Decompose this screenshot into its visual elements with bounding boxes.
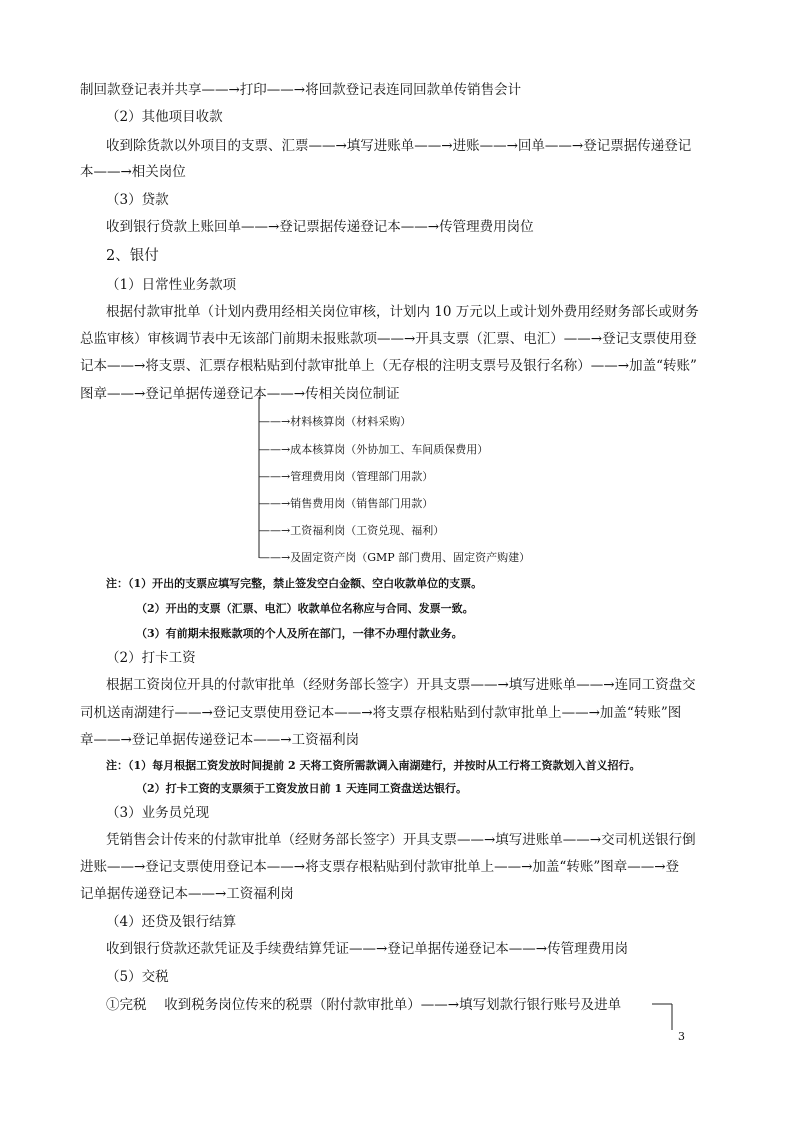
- branch-item: ——→及固定资产岗（GMP 部门费用、固定资产购建）: [259, 551, 531, 564]
- text-line: 制回款登记表并共享——→打印——→将回款登记表连同回款单传销售会计: [80, 82, 522, 98]
- note-line: （3）有前期未报账款项的个人及所在部门，一律不办理付款业务。: [136, 627, 463, 640]
- section-heading: （4）还贷及银行结算: [106, 914, 237, 930]
- branch-item: ——→销售费用岗（销售部门用款）: [259, 497, 434, 510]
- text-line: 总监审核）审核调节表中无该部门前期未报账款项——→开具支票（汇票、电汇）——→登记支票使用登: [80, 331, 697, 347]
- text-line: 收到除货款以外项目的支票、汇票——→填写进账单——→进账——→回单——→登记票据传递登记: [106, 138, 692, 154]
- section-heading: （1）日常性业务款项: [106, 277, 237, 293]
- text-line: 收到银行贷款还款凭证及手续费结算凭证——→登记单据传递登记本——→传管理费用岗: [106, 941, 629, 957]
- text-line: 司机送南湖建行——→登记支票使用登记本——→将支票存根粘贴到付款审批单上——→加盖“转账”图: [80, 705, 682, 721]
- text-line: 记本——→将支票、汇票存根粘贴到付款审批单上（无存根的注明支票号及银行名称）——→加盖“转账”: [80, 358, 697, 374]
- section-heading: （3）贷款: [106, 192, 169, 208]
- text-line: 根据付款审批单（计划内费用经相关岗位审核，计划内 10 万元以上或计划外费用经财务部长或财务: [106, 304, 699, 320]
- section-heading: （2）打卡工资: [106, 650, 196, 666]
- branch-item: ——→成本核算岗（外协加工、车间质保费用）: [259, 443, 489, 456]
- text-line: 进账——→登记支票使用登记本——→将支票存根粘贴到付款审批单上——→加盖“转账”图章——→登: [80, 859, 680, 875]
- text-line: 本——→相关岗位: [80, 164, 186, 180]
- note-line: 注：（1）开出的支票应填写完整，禁止签发空白金额、空白收款单位的支票。: [106, 577, 483, 590]
- note-line: 注：（1）每月根据工资发放时间提前 2 天将工资所需款调入南湖建行，并按时从工行将工资款划入首义招行。: [106, 759, 641, 772]
- text-line: 根据工资岗位开具的付款审批单（经财务部长签字）开具支票——→填写进账单——→连同工资盘交: [106, 677, 696, 693]
- branch-item: ——→工资福利岗（工资兑现、福利）: [259, 524, 445, 537]
- note-line: （2）开出的支票（汇票、电汇）收款单位名称应与合同、发票一致。: [136, 602, 474, 615]
- branch-item: ——→管理费用岗（管理部门用款）: [259, 470, 434, 483]
- section-heading: 2、银付: [106, 248, 159, 264]
- section-heading: （2）其他项目收款: [106, 109, 223, 125]
- text-line: 凭销售会计传来的付款审批单（经财务部长签字）开具支票——→填写进账单——→交司机送银行倒: [106, 832, 696, 848]
- text-line: 图章——→登记单据传递登记本——→传相关岗位制证: [80, 386, 400, 402]
- text-line: 记单据传递登记本——→工资福利岗: [80, 886, 294, 902]
- section-heading: （5）交税: [106, 969, 169, 985]
- text-line: 收到银行贷款上账回单——→登记票据传递登记本——→传管理费用岗位: [106, 219, 534, 235]
- text-line: 章——→登记单据传递登记本——→工资福利岗: [80, 732, 360, 748]
- page-number: 3: [678, 1030, 685, 1043]
- note-line: （2）打卡工资的支票须于工资发放日前 1 天连同工资盘送达银行。: [136, 782, 467, 795]
- branch-item: ——→材料核算岗（材料采购）: [259, 415, 412, 428]
- section-heading: （3）业务员兑现: [106, 805, 210, 821]
- text-line: ①完税 收到税务岗位传来的税票（附付款审批单）——→填写划款行银行账号及进单: [106, 997, 622, 1013]
